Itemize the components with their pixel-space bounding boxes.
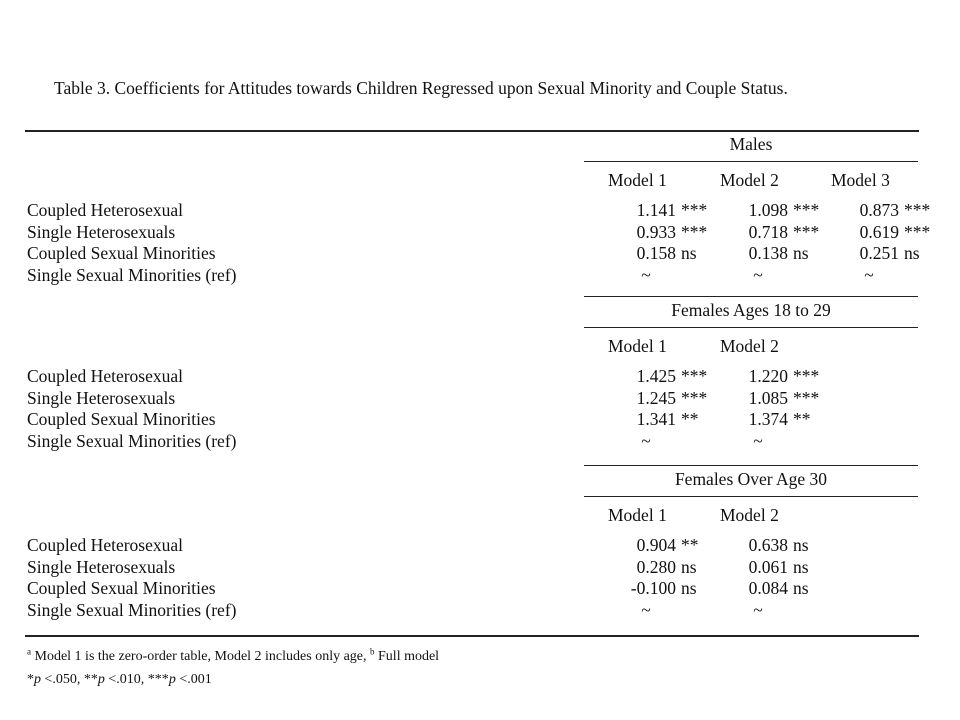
significance-marker: *** xyxy=(904,221,931,242)
reference-marker: ~ xyxy=(864,264,874,285)
significance-marker: *** xyxy=(793,387,820,408)
significance-marker: ** xyxy=(681,535,699,555)
model-header-1: Model 1 xyxy=(608,170,667,190)
significance-marker: ns xyxy=(681,578,697,598)
significance-marker: *** xyxy=(793,200,820,220)
sig-threshold-2: <.010, *** xyxy=(104,672,169,687)
section-bottom-rule xyxy=(584,296,918,297)
coefficient-value: -0.100 xyxy=(630,578,676,598)
row-label: Single Sexual Minorities (ref) xyxy=(27,599,237,620)
coefficient-value: 0.933 xyxy=(636,221,676,242)
row-label: Single Sexual Minorities (ref) xyxy=(27,430,237,451)
sig-star-1: * xyxy=(27,672,34,687)
significance-marker: *** xyxy=(681,366,708,386)
significance-marker: ** xyxy=(793,409,811,429)
row-label: Single Heterosexuals xyxy=(27,387,176,408)
coefficient-value: 0.873 xyxy=(859,200,899,220)
significance-marker: ns xyxy=(793,578,809,598)
reference-marker: ~ xyxy=(641,599,651,620)
row-label: Single Heterosexuals xyxy=(27,556,176,577)
significance-marker: *** xyxy=(904,200,931,220)
footnote-significance xyxy=(27,672,212,688)
significance-marker: *** xyxy=(793,221,820,242)
significance-marker: *** xyxy=(793,366,820,386)
table-top-rule xyxy=(25,130,919,132)
coefficient-value: 0.084 xyxy=(748,578,788,598)
coefficient-value: 0.718 xyxy=(748,221,788,242)
row-label: Coupled Sexual Minorities xyxy=(27,409,216,429)
significance-marker: ns xyxy=(793,556,809,577)
coefficient-value: 1.098 xyxy=(748,200,788,220)
reference-marker: ~ xyxy=(641,430,651,451)
section-divider-rule xyxy=(584,327,918,328)
coefficient-value: 1.085 xyxy=(748,387,788,408)
reference-marker: ~ xyxy=(641,264,651,285)
section-title-1: Males xyxy=(729,134,773,154)
coefficient-value: 1.374 xyxy=(748,409,788,429)
section-title-2: Females Ages 18 to 29 xyxy=(671,300,831,320)
significance-marker: ** xyxy=(681,409,699,429)
p-symbol-1: p xyxy=(34,672,41,687)
coefficient-value: 0.280 xyxy=(636,556,676,577)
significance-marker: ns xyxy=(681,243,697,263)
model-header-1: Model 1 xyxy=(608,505,667,525)
reference-marker: ~ xyxy=(753,430,763,451)
p-symbol-2: p xyxy=(97,672,105,687)
model-header-2: Model 2 xyxy=(720,336,779,356)
reference-marker: ~ xyxy=(753,599,763,620)
section-divider-rule xyxy=(584,496,918,497)
coefficient-value: 0.061 xyxy=(748,556,788,577)
coefficient-value: 0.158 xyxy=(636,243,676,263)
section-title-3: Females Over Age 30 xyxy=(674,469,828,489)
row-label: Single Sexual Minorities (ref) xyxy=(27,264,237,285)
row-label: Coupled Sexual Minorities xyxy=(27,243,216,263)
coefficient-value: 1.220 xyxy=(748,366,788,386)
coefficient-value: 1.425 xyxy=(636,366,676,386)
footnote-marker-b: b xyxy=(370,646,375,657)
reference-marker: ~ xyxy=(753,264,763,285)
significance-marker: *** xyxy=(681,221,708,242)
coefficient-value: 0.619 xyxy=(859,221,899,242)
footnote-marker-a: a xyxy=(27,646,31,657)
model-header-1: Model 1 xyxy=(608,336,667,356)
coefficient-value: 0.138 xyxy=(748,243,788,263)
model-header-3: Model 3 xyxy=(831,170,890,190)
coefficient-value: 0.251 xyxy=(859,243,899,263)
significance-marker: ns xyxy=(681,556,697,577)
section-bottom-rule xyxy=(584,465,918,466)
coefficient-value: 0.904 xyxy=(636,535,676,555)
significance-marker: *** xyxy=(681,200,708,220)
significance-marker: ns xyxy=(793,243,809,263)
coefficient-value: 0.638 xyxy=(748,535,788,555)
p-symbol-3: p xyxy=(168,672,176,687)
model-header-2: Model 2 xyxy=(720,505,779,525)
table-bottom-rule xyxy=(25,635,919,637)
significance-marker: ns xyxy=(904,243,920,263)
significance-marker: ns xyxy=(793,535,809,555)
model-header-2: Model 2 xyxy=(720,170,779,190)
section-divider-rule xyxy=(584,161,918,162)
table-title: Table 3. Coefficients for Attitudes towards Children Regressed upon Sexual Minority and Couple Status. xyxy=(54,78,788,98)
footnote-text-a: Model 1 is the zero-order table, Model 2 includes only age, xyxy=(31,649,371,664)
row-label: Coupled Heterosexual xyxy=(27,200,183,220)
footnote-text-b: Full model xyxy=(374,649,440,664)
sig-threshold-1: <.050, ** xyxy=(41,672,98,687)
coefficient-value: 1.341 xyxy=(636,409,676,429)
footnote-models xyxy=(27,646,440,665)
row-label: Coupled Sexual Minorities xyxy=(27,578,216,598)
significance-marker: *** xyxy=(681,387,708,408)
coefficient-value: 1.141 xyxy=(636,200,676,220)
coefficient-value: 1.245 xyxy=(636,387,676,408)
row-label: Single Heterosexuals xyxy=(27,221,176,242)
row-label: Coupled Heterosexual xyxy=(27,535,183,555)
row-label: Coupled Heterosexual xyxy=(27,366,183,386)
sig-threshold-3: <.001 xyxy=(175,672,212,687)
